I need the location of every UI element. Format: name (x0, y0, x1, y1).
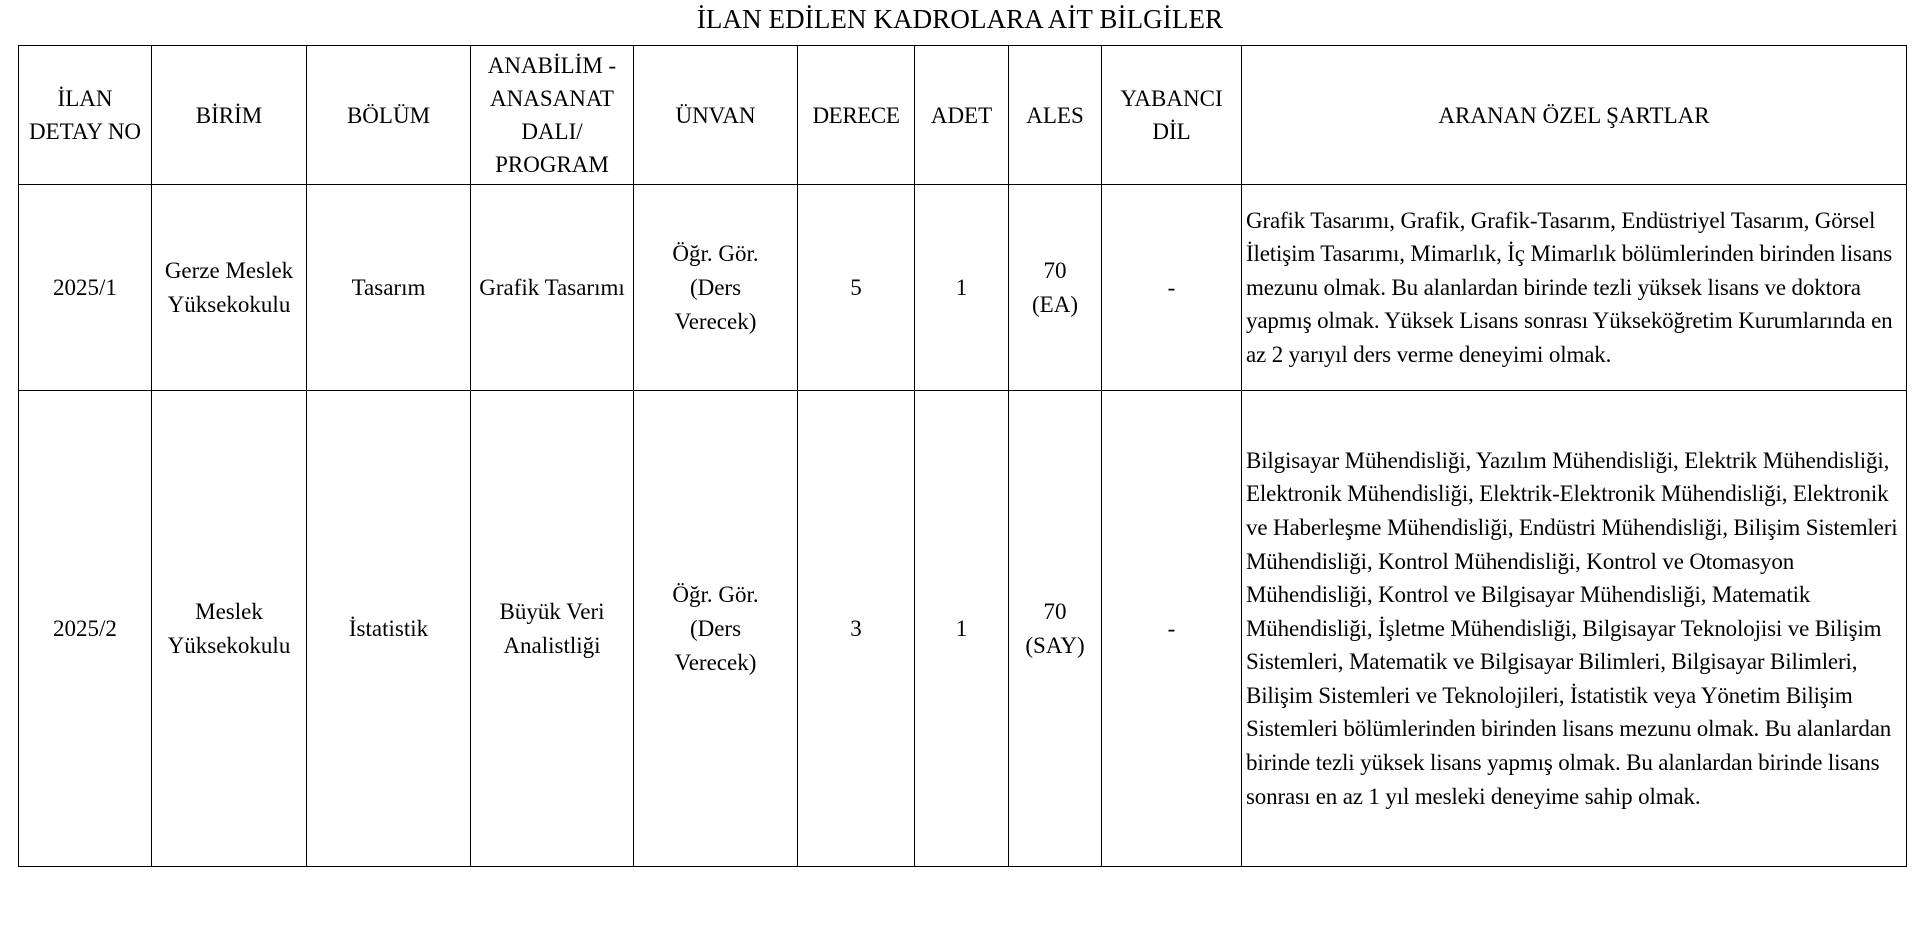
cell-sartlar: Bilgisayar Mühendisliği, Yazılım Mühendisliği, Elektrik Mühendisliği, Elektronik Mühendisliği, Elektrik-Elektronik Mühendisliği, Elektronik ve Haberleşme Mühendisliği, Endüstri Mühendisliği, Bilişim Sistemleri Mühendisliği, Kontrol Mühendisliği, Kontrol ve Otomasyon Mühendisliği, Kontrol ve Bilgisayar Mühendisliği, Matematik Mühendisliği, İşletme Mühendisliği, Bilgisayar Teknolojisi ve Bilişim Sistemleri, Matematik ve Bilgisayar Bilimleri, Bilgisayar Bilimleri, Bilişim Sistemleri ve Teknolojileri, İstatistik veya Yönetim Bilişim Sistemleri bölümlerinden birinden lisans mezunu olmak. Bu alanlardan birinde tezli yüksek lisans yapmış olmak. Bu alanlardan birinde lisans sonrası en az 1 yıl mesleki deneyime sahip olmak. (1242, 391, 1907, 867)
cell-ilan-no: 2025/2 (19, 391, 152, 867)
header-ales: ALES (1009, 46, 1102, 185)
table-row (19, 185, 1907, 391)
header-sartlar: ARANAN ÖZEL ŞARTLAR (1242, 46, 1907, 185)
cell-birim: Meslek Yüksekokulu (152, 391, 307, 867)
table-row (19, 391, 1907, 867)
header-yabanci-dil: YABANCI DİL (1102, 46, 1242, 185)
cell-bolum: Tasarım (307, 185, 471, 391)
header-birim: BİRİM (152, 46, 307, 185)
cell-birim: Gerze Meslek Yüksekokulu (152, 185, 307, 391)
cell-derece: 3 (798, 391, 915, 867)
header-ilan-no: İLAN DETAY NO (19, 46, 152, 185)
cell-unvan: Öğr. Gör. (Ders Verecek) (634, 391, 798, 867)
header-bolum: BÖLÜM (307, 46, 471, 185)
cell-adet: 1 (915, 391, 1009, 867)
header-row (19, 46, 1907, 185)
cell-ales: 70 (EA) (1009, 185, 1102, 391)
header-anabilim: ANABİLİM - ANASANAT DALI/ PROGRAM (471, 46, 634, 185)
header-unvan: ÜNVAN (634, 46, 798, 185)
cell-derece: 5 (798, 185, 915, 391)
header-adet: ADET (915, 46, 1009, 185)
cell-yabanci-dil: - (1102, 185, 1242, 391)
cell-unvan: Öğr. Gör. (Ders Verecek) (634, 185, 798, 391)
cell-program: Grafik Tasarımı (471, 185, 634, 391)
cell-ales: 70 (SAY) (1009, 391, 1102, 867)
cell-adet: 1 (915, 185, 1009, 391)
cell-ilan-no: 2025/1 (19, 185, 152, 391)
header-derece: DERECE (798, 46, 915, 185)
cell-sartlar: Grafik Tasarımı, Grafik, Grafik-Tasarım, Endüstriyel Tasarım, Görsel İletişim Tasarımı, Mimarlık, İç Mimarlık bölümlerinden birinden lisans mezunu olmak. Bu alanlardan birinde tezli yüksek lisans ve doktora yapmış olmak. Yüksek Lisans sonrası Yükseköğretim Kurumlarında en az 2 yarıyıl ders verme deneyimi olmak. (1242, 185, 1907, 391)
kadro-table (18, 45, 1907, 867)
cell-program: Büyük Veri Analistliği (471, 391, 634, 867)
cell-bolum: İstatistik (307, 391, 471, 867)
page-title: İLAN EDİLEN KADROLARA AİT BİLGİLER (696, 4, 1224, 34)
cell-yabanci-dil: - (1102, 391, 1242, 867)
